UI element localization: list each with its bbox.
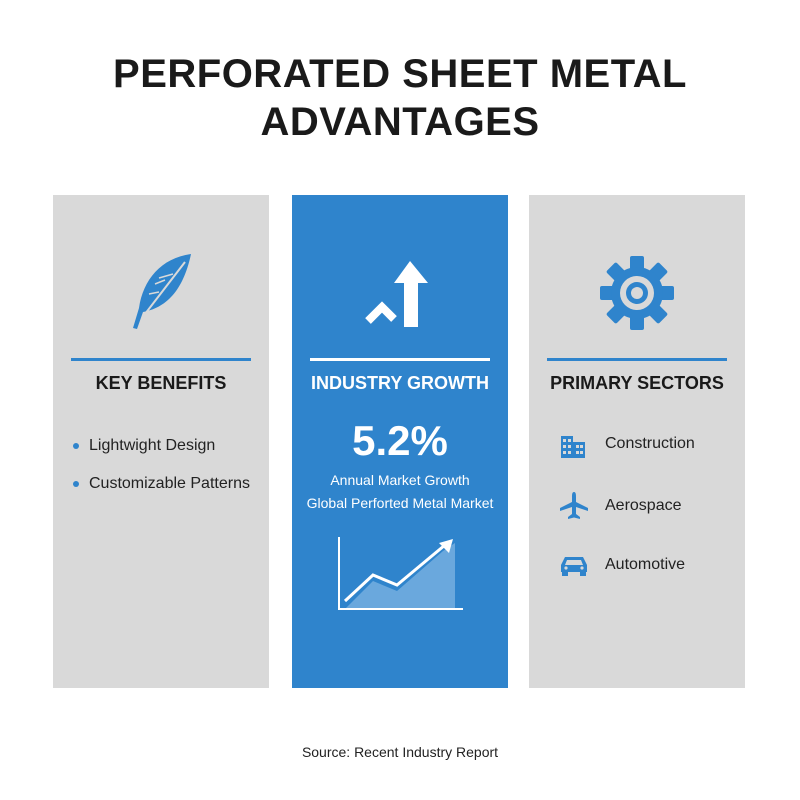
section-divider [71, 358, 251, 361]
car-icon [559, 553, 589, 577]
sector-aerospace [559, 491, 682, 521]
section-divider [547, 358, 727, 361]
sector-automotive [559, 553, 685, 577]
benefits-list [73, 427, 250, 503]
sector-label: Aerospace [605, 497, 682, 514]
sector-label: Construction [605, 435, 695, 452]
title-line-1: PERFORATED SHEET METAL [113, 52, 687, 96]
sector-construction [559, 430, 695, 458]
industry-growth-panel [292, 195, 508, 688]
benefit-label: Lightwight Design [89, 437, 216, 454]
growth-sublabel: Global Perforted Metal Market [306, 495, 494, 511]
area-chart-icon [292, 535, 508, 615]
section-divider [310, 358, 490, 361]
growth-arrow-icon [292, 257, 508, 329]
benefit-label: Customizable Patterns [89, 475, 250, 492]
page-title [0, 50, 800, 146]
primary-sectors-heading: PRIMARY SECTORS [550, 373, 724, 393]
gear-icon [529, 255, 745, 331]
primary-sectors-panel [529, 195, 745, 688]
source-note: Source: Recent Industry Report [301, 744, 499, 760]
list-item [73, 427, 250, 465]
sector-label: Automotive [605, 556, 686, 573]
key-benefits-panel [53, 195, 269, 688]
title-line-2: ADVANTAGES [260, 100, 540, 144]
feather-icon [53, 250, 269, 335]
industry-growth-heading: INDUSTRY GROWTH [311, 373, 489, 393]
bullet-icon [73, 443, 79, 449]
building-icon [559, 430, 589, 458]
growth-value: 5.2% [352, 417, 448, 464]
bullet-icon [73, 481, 79, 487]
list-item [73, 465, 250, 503]
growth-label: Annual Market Growth [330, 472, 470, 488]
key-benefits-heading: KEY BENEFITS [95, 373, 227, 393]
airplane-icon [559, 491, 589, 521]
